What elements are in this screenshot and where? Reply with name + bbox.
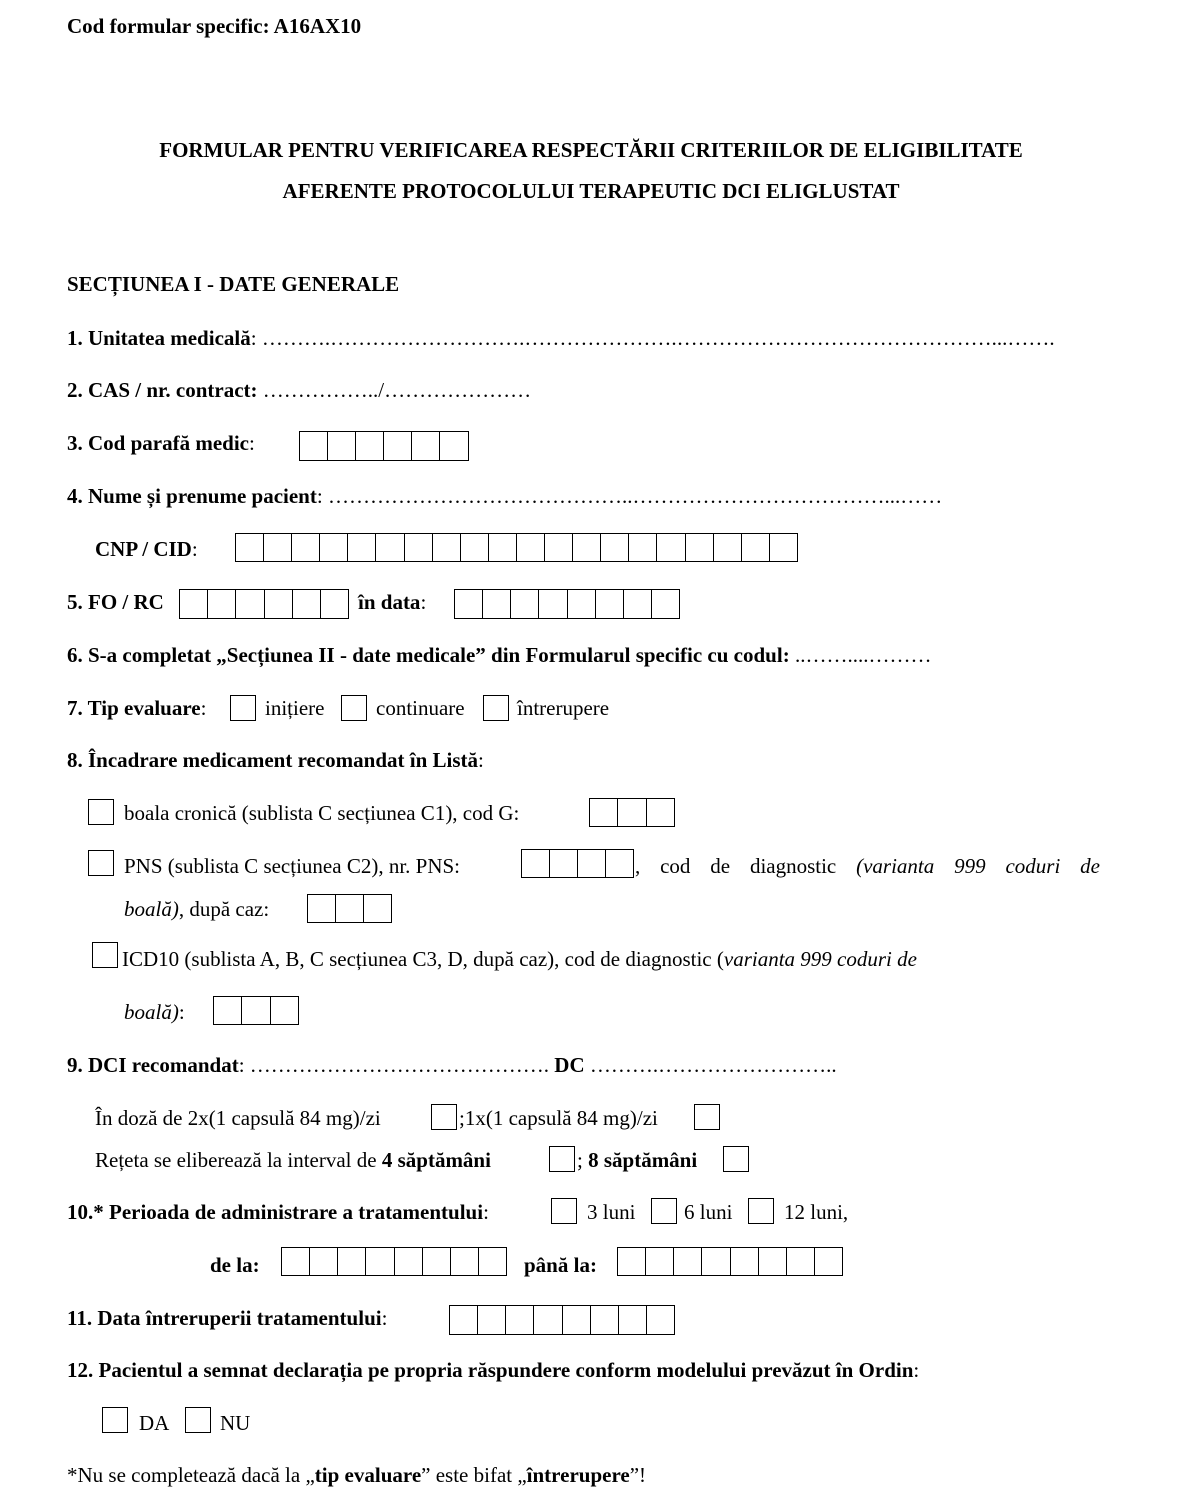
option-nu-label: NU <box>220 1411 251 1435</box>
option-boala-cronica-label: boala cronică (sublista C secțiunea C1), cod G: <box>124 801 520 825</box>
checkbox-dose-1x[interactable] <box>694 1104 720 1130</box>
cnp-boxes[interactable] <box>235 533 798 562</box>
pns-number-boxes[interactable] <box>521 849 634 878</box>
dc-label: DC <box>554 1053 585 1077</box>
period-to-label: până la: <box>524 1253 597 1277</box>
period-from-label: de la: <box>210 1253 260 1277</box>
field-patient-declaration-label: 12. Pacientul a semnat declarația pe propria răspundere conform modelului prevăzut în Ordin: <box>67 1358 920 1382</box>
option-12-months-label: 12 luni, <box>784 1200 849 1224</box>
checkbox-da[interactable] <box>102 1407 128 1433</box>
checkbox-6-months[interactable] <box>651 1198 677 1224</box>
checkbox-boala-cronica[interactable] <box>88 799 114 825</box>
option-3-months-label: 3 luni <box>587 1200 636 1224</box>
interruption-date-boxes[interactable] <box>449 1305 675 1335</box>
field-treatment-period-label: 10.* Perioada de administrare a tratamentului: <box>67 1200 489 1224</box>
checkbox-dose-2x[interactable] <box>431 1104 457 1130</box>
field-evaluation-type-label: 7. Tip evaluare: <box>67 696 207 720</box>
pns-diagnostic-code-text: , cod de diagnostic (varianta 999 coduri de <box>635 854 1100 878</box>
field-fo-date-label: în data: <box>358 590 427 614</box>
doctor-stamp-code-boxes[interactable] <box>299 431 469 461</box>
option-da-label: DA <box>139 1411 170 1435</box>
checkbox-4-weeks[interactable] <box>549 1146 575 1172</box>
field-cnp-label: CNP / CID: <box>95 537 198 561</box>
dotted-line: : ……………………………………..………………………………...…… <box>316 484 943 508</box>
option-pns-label: PNS (sublista C secțiunea C2), nr. PNS: <box>124 854 461 878</box>
period-to-boxes[interactable] <box>617 1247 843 1276</box>
option-continuare-label: continuare <box>376 696 465 720</box>
fo-rc-boxes[interactable] <box>179 589 349 619</box>
field-section-ii-code[interactable] <box>67 645 931 666</box>
checkbox-continuare[interactable] <box>341 695 367 721</box>
field-fo-rc-label: 5. FO / RC <box>67 590 164 614</box>
field-recommended-dci[interactable] <box>67 1055 837 1076</box>
field-cas-contract[interactable] <box>67 380 531 401</box>
option-initiere-label: inițiere <box>265 696 325 720</box>
section-heading: SECȚIUNEA I - DATE GENERALE <box>67 272 400 296</box>
prescription-interval-4w-label: Rețeta se eliberează la interval de 4 săptămâni <box>95 1148 491 1172</box>
form-code: Cod formular specific: A16AX10 <box>67 14 362 38</box>
dose-2x-label: În doză de 2x(1 capsulă 84 mg)/zi <box>95 1106 381 1130</box>
checkbox-pns[interactable] <box>88 850 114 876</box>
period-from-boxes[interactable] <box>281 1247 507 1276</box>
icd10-diagnostic-code-boxes[interactable] <box>213 996 299 1025</box>
checkbox-3-months[interactable] <box>551 1198 577 1224</box>
fo-date-boxes[interactable] <box>454 589 680 619</box>
pns-diagnostic-code-boxes[interactable] <box>307 894 392 923</box>
field-interruption-date-label: 11. Data întreruperii tratamentului: <box>67 1306 388 1330</box>
checkbox-nu[interactable] <box>185 1407 211 1433</box>
footnote: *Nu se completează dacă la „tip evaluare” este bifat „întrerupere”! <box>67 1463 647 1487</box>
option-6-months-label: 6 luni <box>684 1200 733 1224</box>
cod-g-boxes[interactable] <box>589 798 675 827</box>
icd10-diagnostic-code-label: boală): <box>124 1000 185 1024</box>
field-medical-unit[interactable] <box>67 328 1055 349</box>
form-title-line-1: FORMULAR PENTRU VERIFICAREA RESPECTĂRII CRITERIILOR DE ELIGIBILITATE <box>159 138 1023 162</box>
pns-diagnostic-code-label: boală), după caz: <box>124 897 270 921</box>
option-icd10-label: ICD10 (sublista A, B, C secțiunea C3, D, după caz), cod de diagnostic (varianta 999 coduri de <box>122 947 917 971</box>
dotted-line: ……………../………………… <box>257 378 532 402</box>
checkbox-icd10[interactable] <box>92 942 118 968</box>
prescription-interval-8w-label: ; 8 săptămâni <box>577 1148 698 1172</box>
field-label: 1. Unitatea medicală <box>67 326 251 350</box>
field-label: 4. Nume și prenume pacient <box>67 484 317 508</box>
form-title-line-2: AFERENTE PROTOCOLULUI TERAPEUTIC DCI ELIGLUSTAT <box>282 179 900 203</box>
option-intrerupere-label: întrerupere <box>517 696 610 720</box>
field-label: 2. CAS / nr. contract: <box>67 378 258 402</box>
field-drug-list-label: 8. Încadrare medicament recomandat în Listă: <box>67 748 484 772</box>
field-label: 9. DCI recomandat <box>67 1053 239 1077</box>
dotted-line: ..……....……… <box>789 643 932 667</box>
dose-1x-label: ;1x(1 capsulă 84 mg)/zi <box>459 1106 658 1130</box>
checkbox-12-months[interactable] <box>748 1198 774 1224</box>
dotted-line: ……….…………………….. <box>584 1053 837 1077</box>
field-doctor-stamp-label: 3. Cod parafă medic: <box>67 431 255 455</box>
field-patient-name[interactable] <box>67 486 942 507</box>
checkbox-intrerupere[interactable] <box>483 695 509 721</box>
checkbox-8-weeks[interactable] <box>723 1146 749 1172</box>
dotted-line: : ……….……………………….………………….………………………………………...……. <box>250 326 1055 350</box>
dotted-line: : ……………………………………. <box>238 1053 550 1077</box>
field-label: 6. S-a completat „Secțiunea II - date medicale” din Formularul specific cu codul: <box>67 643 790 667</box>
checkbox-initiere[interactable] <box>230 695 256 721</box>
